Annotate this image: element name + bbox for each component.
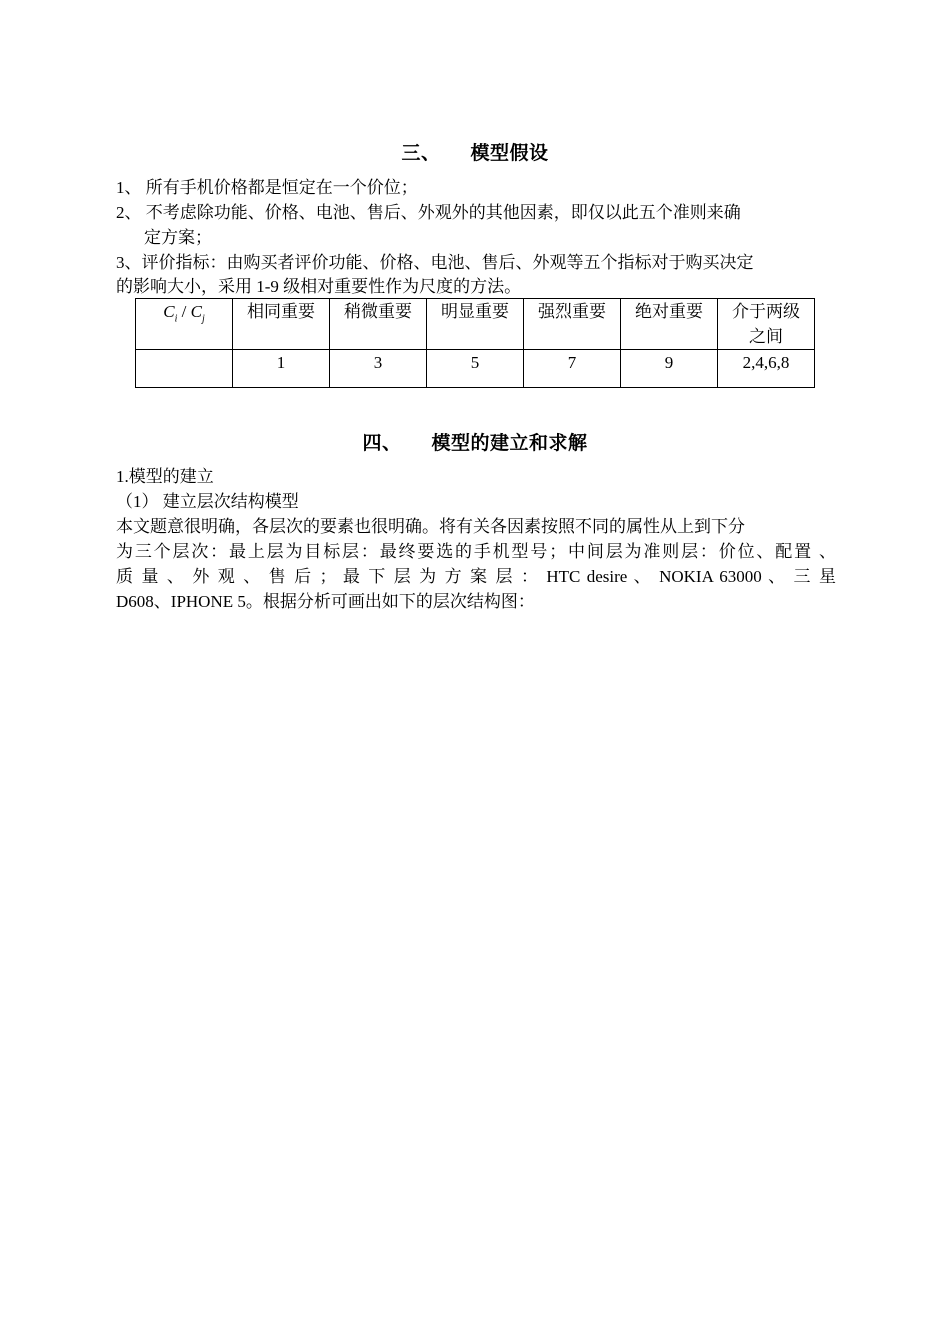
paragraph-line: D608、IPHONE 5。根据分析可画出如下的层次结构图： (116, 592, 535, 611)
assumption-2: 2、 不考虑除功能、价格、电池、售后、外观外的其他因素，即仅以此五个准则来确 (116, 203, 741, 222)
assumption-3-cont: 的影响大小，采用 1-9 级相对重要性作为尺度的方法。 (116, 277, 522, 296)
section-3-number: 三、 (401, 142, 441, 164)
ratio-label: $C_i / C_j$ (163, 302, 205, 325)
value-cell: 3 (330, 350, 427, 388)
value-cell: 2,4,6,8 (718, 350, 815, 388)
subsection-1-1: （1） 建立层次结构模型 (116, 492, 299, 511)
section-3-title: 模型假设 (470, 142, 549, 164)
assumption-2-cont: 定方案； (144, 228, 212, 247)
section-4-number: 四、 (362, 432, 402, 454)
section-4-title: 模型的建立和求解 (431, 432, 588, 454)
subsection-1: 1.模型的建立 (116, 467, 214, 486)
paragraph-line: 本文题意很明确，各层次的要素也很明确。将有关各因素按照不同的属性从上到下分 (116, 517, 745, 536)
value-cell: 1 (233, 350, 330, 388)
value-cell: 7 (524, 350, 621, 388)
ratio-header-cell (136, 299, 233, 350)
header-cell (718, 299, 815, 350)
section-4-heading (0, 428, 950, 455)
value-cell: 9 (621, 350, 718, 388)
paragraph-line: 质 量 、 外 观 、 售 后 ； 最 下 层 为 方 案 层 ： HTC desire 、 NOKIA 63000 、 三 星 (116, 567, 836, 586)
header-cell-line: 之间 (749, 327, 783, 346)
table-row (136, 350, 815, 388)
value-cell-empty (136, 350, 233, 388)
importance-scale-table (135, 298, 815, 388)
header-cell: 稍微重要 (330, 299, 427, 350)
header-cell: 相同重要 (233, 299, 330, 350)
assumption-3: 3、评价指标：由购买者评价功能、价格、电池、售后、外观等五个指标对于购买决定 (116, 253, 754, 272)
paragraph-line: 为三个层次：最上层为目标层：最终要选的手机型号；中间层为准则层：价位、配置 、 (116, 542, 836, 561)
header-cell: 强烈重要 (524, 299, 621, 350)
table-row (136, 299, 815, 350)
header-cell: 绝对重要 (621, 299, 718, 350)
value-cell: 5 (427, 350, 524, 388)
section-3-heading (0, 138, 950, 165)
assumption-1: 1、 所有手机价格都是恒定在一个价位； (116, 178, 418, 197)
header-cell: 明显重要 (427, 299, 524, 350)
header-cell-line: 介于两级 (732, 302, 800, 321)
